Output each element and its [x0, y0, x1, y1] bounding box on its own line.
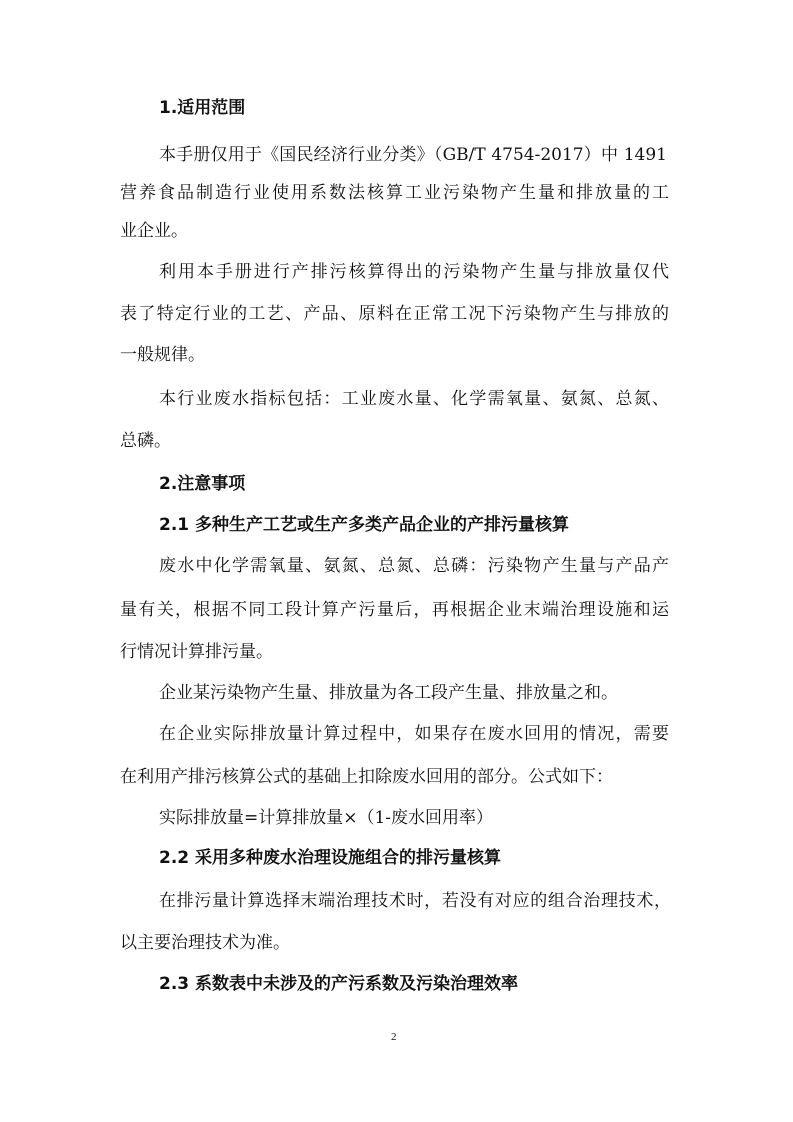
formula-line: 实际排放量=计算排放量×（1-废水回用率）	[159, 808, 494, 828]
section-2-2-paragraph-line-2: 以主要治理技术为准。	[120, 933, 290, 953]
page-number: 2	[391, 1031, 397, 1043]
section-2-1-paragraph-1-line-1: 废水中化学需氧量、氨氮、总氮、总磷：污染物产生量与产品产	[159, 556, 669, 576]
section-1-paragraph-2-line-2: 表了特定行业的工艺、产品、原料在正常工况下污染物产生与排放的	[120, 304, 669, 324]
section-2-1-paragraph-2: 企业某污染物产生量、排放量为各工段产生量、排放量之和。	[159, 683, 618, 703]
section-2-1-paragraph-1-line-3: 行情况计算排污量。	[120, 642, 273, 662]
section-2-1-paragraph-3-line-1: 在企业实际排放量计算过程中，如果存在废水回用的情况，需要	[159, 724, 669, 744]
section-1-paragraph-1-line-3: 业企业。	[120, 221, 188, 241]
section-2-3-heading: 2.3 系数表中未涉及的产污系数及污染治理效率	[159, 974, 519, 994]
section-1-paragraph-2-line-1: 利用本手册进行产排污核算得出的污染物产生量与排放量仅代	[159, 262, 669, 282]
section-1-paragraph-1-line-2: 营养食品制造行业使用系数法核算工业污染物产生量和排放量的工	[120, 183, 669, 203]
section-2-1-paragraph-3-line-2: 在利用产排污核算公式的基础上扣除废水回用的部分。公式如下：	[120, 767, 613, 787]
section-1-paragraph-3-line-2: 总磷。	[120, 431, 171, 451]
section-1-paragraph-1-line-1: 本手册仅用于《国民经济行业分类》（GB/T 4754-2017）中 1491	[159, 145, 667, 165]
section-2-2-paragraph-line-1: 在排污量计算选择末端治理技术时，若没有对应的组合治理技术，	[159, 891, 671, 911]
section-1-heading: 1.适用范围	[159, 98, 246, 118]
section-1-paragraph-3-line-1: 本行业废水指标包括：工业废水量、化学需氧量、氨氮、总氮、	[159, 389, 669, 409]
section-1-paragraph-2-line-3: 一般规律。	[120, 345, 205, 365]
section-2-1-heading: 2.1 多种生产工艺或生产多类产品企业的产排污量核算	[159, 515, 570, 535]
section-2-heading: 2.注意事项	[159, 474, 246, 494]
section-2-1-paragraph-1-line-2: 量有关，根据不同工段计算产污量后，再根据企业末端治理设施和运	[120, 600, 669, 620]
section-2-2-heading: 2.2 采用多种废水治理设施组合的排污量核算	[159, 848, 502, 868]
